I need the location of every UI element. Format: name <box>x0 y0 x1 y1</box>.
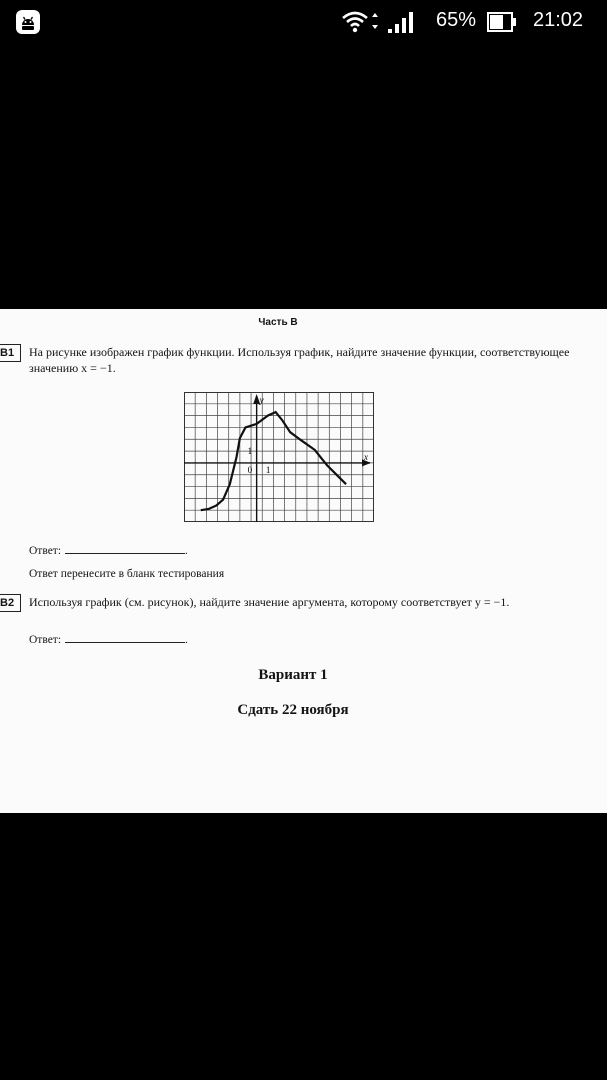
battery-percent: 65% <box>436 9 477 31</box>
status-bar <box>0 0 607 44</box>
question-text-b1: На рисунке изображен график функции. Используя график, найдите значение функции, соответствующее значению x = −1. <box>29 345 570 375</box>
answer-line-b1 <box>29 543 188 557</box>
function-graph <box>184 392 374 522</box>
answer-label: Ответ: <box>29 545 62 557</box>
cell-signal-icon <box>386 9 420 35</box>
origin-label: 0 <box>247 464 253 475</box>
transfer-note: Ответ перенесите в бланк тестирования <box>29 568 225 580</box>
due-date: Сдать 22 ноября <box>237 702 349 718</box>
android-robot-icon[interactable] <box>14 8 42 36</box>
x-unit-label: 1 <box>265 464 271 475</box>
answer-label: Ответ: <box>29 634 62 646</box>
y-unit-label: 1 <box>247 446 253 457</box>
question-text-b2: Используя график (см. рисунок), найдите значение аргумента, которому соответствует y = −1. <box>29 595 510 609</box>
question-number-b1: В1 <box>0 344 21 362</box>
answer-blank[interactable] <box>65 632 185 643</box>
clock: 21:02 <box>533 9 584 31</box>
document-photo <box>0 309 607 813</box>
graph-frame <box>185 393 374 522</box>
answer-line-b2 <box>29 632 188 646</box>
x-axis-label: x <box>364 451 368 462</box>
answer-tail: . <box>185 545 188 557</box>
part-title: Часть В <box>258 317 298 328</box>
wifi-icon <box>340 9 380 35</box>
answer-blank[interactable] <box>65 543 185 554</box>
y-axis-label: y <box>259 395 264 405</box>
answer-tail: . <box>185 634 188 646</box>
graph-grid <box>184 392 374 522</box>
variant-title: Вариант 1 <box>258 667 328 683</box>
battery-icon <box>487 11 517 33</box>
question-number-b2: В2 <box>0 594 21 612</box>
